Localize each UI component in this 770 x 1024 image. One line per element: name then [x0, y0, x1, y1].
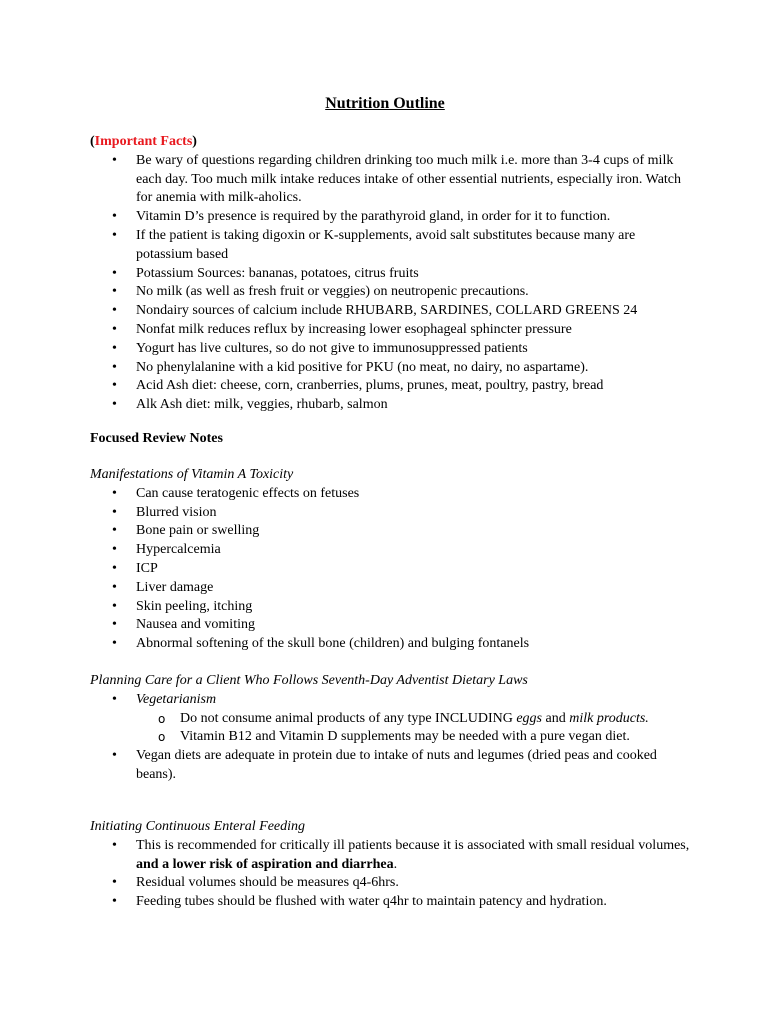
bullet-icon: • — [112, 542, 117, 558]
bullet-icon: • — [112, 321, 117, 337]
list-item — [90, 504, 690, 523]
list-item — [90, 485, 690, 504]
bullet-icon: • — [112, 397, 117, 413]
bullet-icon: • — [112, 284, 117, 300]
bullet-icon: • — [112, 598, 117, 614]
bullet-icon: • — [112, 340, 117, 356]
list-item — [90, 152, 690, 208]
bullet-icon: • — [112, 875, 117, 891]
bullet-icon: • — [112, 359, 117, 375]
list-item-text: Nondairy sources of calcium include RHUBARB, SARDINES, COLLARD GREENS 24 — [136, 303, 638, 319]
list-item-text: Be wary of questions regarding children drinking too much milk i.e. more than 3-4 cups of milk each day. Too much milk intake reduces intake of other essential nutrients, especially iron. Watch for anemia with milk-aholics. — [136, 152, 682, 206]
bullet-icon: • — [112, 579, 117, 595]
list-item-text: Hypercalcemia — [136, 542, 221, 558]
vegetarianism-label: Vegetarianism — [136, 691, 217, 707]
sub-bullet-icon: o — [158, 711, 166, 726]
enteral-item-2: Residual volumes should be measures q4-6hrs. — [136, 875, 399, 891]
list-item-text: If the patient is taking digoxin or K-supplements, avoid salt substitutes because many are potassium based — [136, 227, 636, 262]
page-title: Nutrition Outline — [325, 95, 445, 112]
list-item-text: Yogurt has live cultures, so do not give to immunosuppressed patients — [136, 340, 528, 356]
bullet-icon: • — [112, 265, 117, 281]
bullet-icon: • — [112, 209, 117, 225]
list-item — [90, 635, 690, 654]
list-item — [90, 747, 690, 785]
sub-item-and: and — [542, 710, 570, 726]
important-facts-label — [90, 133, 690, 152]
list-item-text: ICP — [136, 560, 158, 576]
list-item-text: Bone pain or swelling — [136, 523, 260, 539]
enteral-heading: Initiating Continuous Enteral Feeding — [90, 819, 306, 834]
enteral-section — [90, 818, 690, 912]
list-item — [90, 522, 690, 541]
bullet-icon: • — [112, 748, 117, 764]
bullet-icon: • — [112, 617, 117, 633]
important-facts-section — [90, 133, 690, 415]
list-item — [90, 377, 690, 396]
list-item — [90, 359, 690, 378]
bullet-icon: • — [112, 485, 117, 501]
enteral-item-1-a: This is recommended for critically ill patients because it is associated with small residual volumes, — [136, 837, 690, 853]
focused-review-section — [90, 430, 690, 449]
sub-list-item — [90, 710, 690, 729]
list-item — [90, 541, 690, 560]
list-item-text: Nonfat milk reduces reflux by increasing lower esophageal sphincter pressure — [136, 321, 572, 337]
important-facts-list — [90, 152, 690, 415]
bullet-icon: • — [112, 152, 117, 168]
list-item-text: Can cause teratogenic effects on fetuses — [136, 485, 360, 501]
vegetarianism-sublist — [90, 710, 690, 748]
list-item — [90, 208, 690, 227]
bullet-icon: • — [112, 227, 117, 243]
vitamin-a-heading: Manifestations of Vitamin A Toxicity — [90, 467, 294, 482]
enteral-item-1-c: . — [393, 856, 398, 872]
list-item-text: No milk (as well as fresh fruit or veggies) on neutropenic precautions. — [136, 284, 529, 300]
bullet-icon: • — [112, 560, 117, 576]
list-item — [90, 340, 690, 359]
vitamin-a-section — [90, 466, 690, 654]
list-item — [90, 265, 690, 284]
bullet-icon: • — [112, 636, 117, 652]
list-item-text: Nausea and vomiting — [136, 617, 255, 633]
adventist-heading: Planning Care for a Client Who Follows Seventh-Day Adventist Dietary Laws — [90, 673, 528, 688]
enteral-item-3: Feeding tubes should be flushed with water q4hr to maintain patency and hydration. — [136, 894, 607, 910]
focused-review-heading: Focused Review Notes — [90, 431, 223, 446]
list-item — [90, 691, 690, 747]
list-item-text: Liver damage — [136, 579, 214, 595]
sub-item-text — [180, 710, 690, 729]
list-item — [90, 302, 690, 321]
bullet-icon: • — [112, 303, 117, 319]
bullet-icon: • — [112, 523, 117, 539]
bullet-icon: • — [112, 837, 117, 853]
vegan-text: Vegan diets are adequate in protein due to intake of nuts and legumes (dried peas and cooked beans). — [136, 748, 657, 782]
list-item — [90, 321, 690, 340]
list-item-text: Blurred vision — [136, 504, 217, 520]
bullet-icon: • — [112, 378, 117, 394]
enteral-item-1-bold: and a lower risk of aspiration and diarrhea — [136, 856, 394, 872]
list-item — [90, 598, 690, 617]
list-item — [90, 893, 690, 912]
bullet-icon: • — [112, 894, 117, 910]
list-item — [90, 283, 690, 302]
list-item-text: Potassium Sources: bananas, potatoes, citrus fruits — [136, 265, 419, 281]
sub-bullet-icon: o — [158, 730, 166, 745]
sub-list-item — [90, 728, 690, 747]
bullet-icon: • — [112, 504, 117, 520]
list-item — [90, 616, 690, 635]
list-item-text: Skin peeling, itching — [136, 598, 253, 614]
sub-item-text: Vitamin B12 and Vitamin D supplements may be needed with a pure vegan diet. — [180, 729, 630, 745]
list-item — [90, 874, 690, 893]
enteral-item-1 — [136, 837, 690, 875]
adventist-section — [90, 672, 690, 785]
vitamin-a-list — [90, 485, 690, 654]
list-item-text: Alk Ash diet: milk, veggies, rhubarb, salmon — [136, 397, 388, 413]
list-item-text: Acid Ash diet: cheese, corn, cranberries, plums, prunes, meat, poultry, pastry, bread — [136, 378, 604, 394]
list-item-text: No phenylalanine with a kid positive for PKU (no meat, no dairy, no aspartame). — [136, 359, 589, 375]
important-facts-heading: Important Facts — [94, 134, 193, 149]
list-item — [90, 560, 690, 579]
list-item — [90, 396, 690, 415]
sub-item-text-a: Do not consume animal products of any type INCLUDING — [180, 710, 517, 726]
enteral-list — [90, 837, 690, 912]
adventist-list — [90, 691, 690, 785]
list-item — [90, 227, 690, 265]
sub-item-milk: milk products. — [569, 710, 649, 726]
sub-item-eggs: eggs — [516, 710, 542, 726]
list-item-text: Abnormal softening of the skull bone (children) and bulging fontanels — [136, 636, 530, 652]
list-item-text: Vitamin D’s presence is required by the parathyroid gland, in order for it to function. — [136, 209, 611, 225]
list-item — [90, 579, 690, 598]
close-paren: ) — [192, 134, 197, 149]
list-item — [90, 837, 690, 875]
open-paren: ( — [90, 134, 95, 149]
bullet-icon: • — [112, 691, 117, 707]
